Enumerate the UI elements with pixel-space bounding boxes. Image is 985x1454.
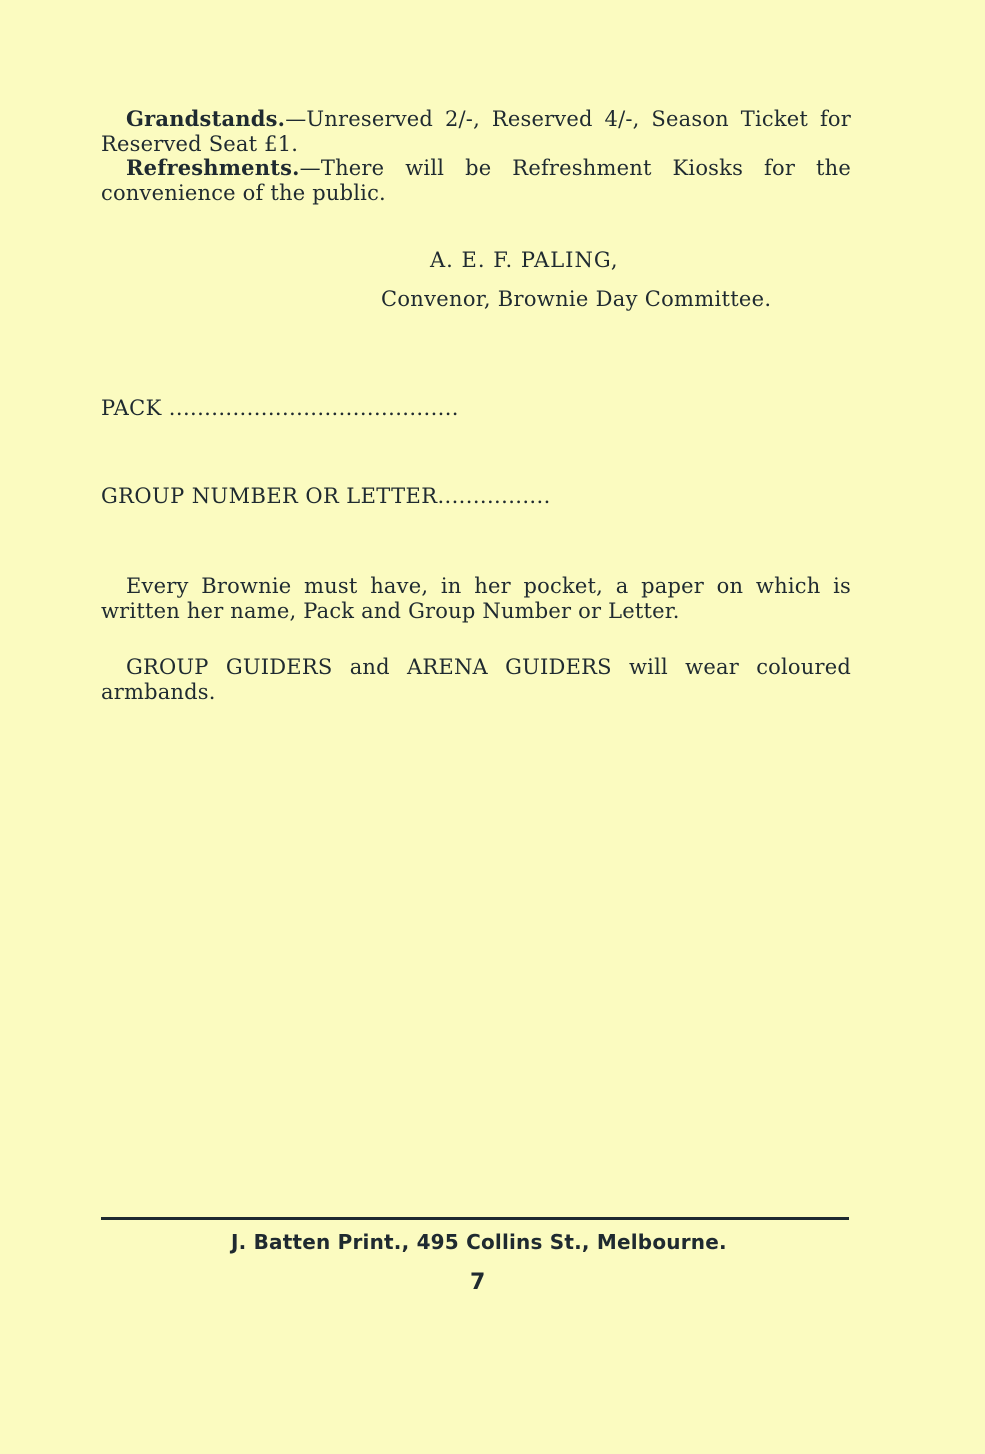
- pack-field: PACK .........................................: [101, 396, 459, 420]
- refreshments-paragraph: [101, 155, 851, 206]
- refreshments-text: —There will be Refreshment Kiosks for the convenience of the public.: [101, 156, 851, 205]
- armbands-text: GROUP GUIDERS and ARENA GUIDERS will wear coloured armbands.: [101, 655, 851, 704]
- signatory-name: A. E. F. PALING,: [430, 248, 619, 272]
- grandstands-paragraph: [101, 106, 851, 157]
- refreshments-heading: Refreshments.: [126, 155, 300, 180]
- pocket-note-paragraph: [101, 574, 851, 624]
- grandstands-text: —Unreserved 2/-, Reserved 4/-, Season Ticket for Reserved Seat £1.: [101, 107, 851, 156]
- group-number-field: GROUP NUMBER OR LETTER................: [101, 484, 551, 508]
- grandstands-heading: Grandstands.: [126, 106, 286, 131]
- pocket-note-text: Every Brownie must have, in her pocket, a paper on which is written her name, Pack and Group Number or Letter.: [101, 574, 851, 623]
- footer-rule: [101, 1217, 849, 1220]
- armbands-paragraph: [101, 655, 851, 705]
- signatory-title: Convenor, Brownie Day Committee.: [381, 287, 772, 311]
- page-number: 7: [470, 1270, 486, 1295]
- printer-imprint: J. Batten Print., 495 Collins St., Melbourne.: [231, 1230, 727, 1254]
